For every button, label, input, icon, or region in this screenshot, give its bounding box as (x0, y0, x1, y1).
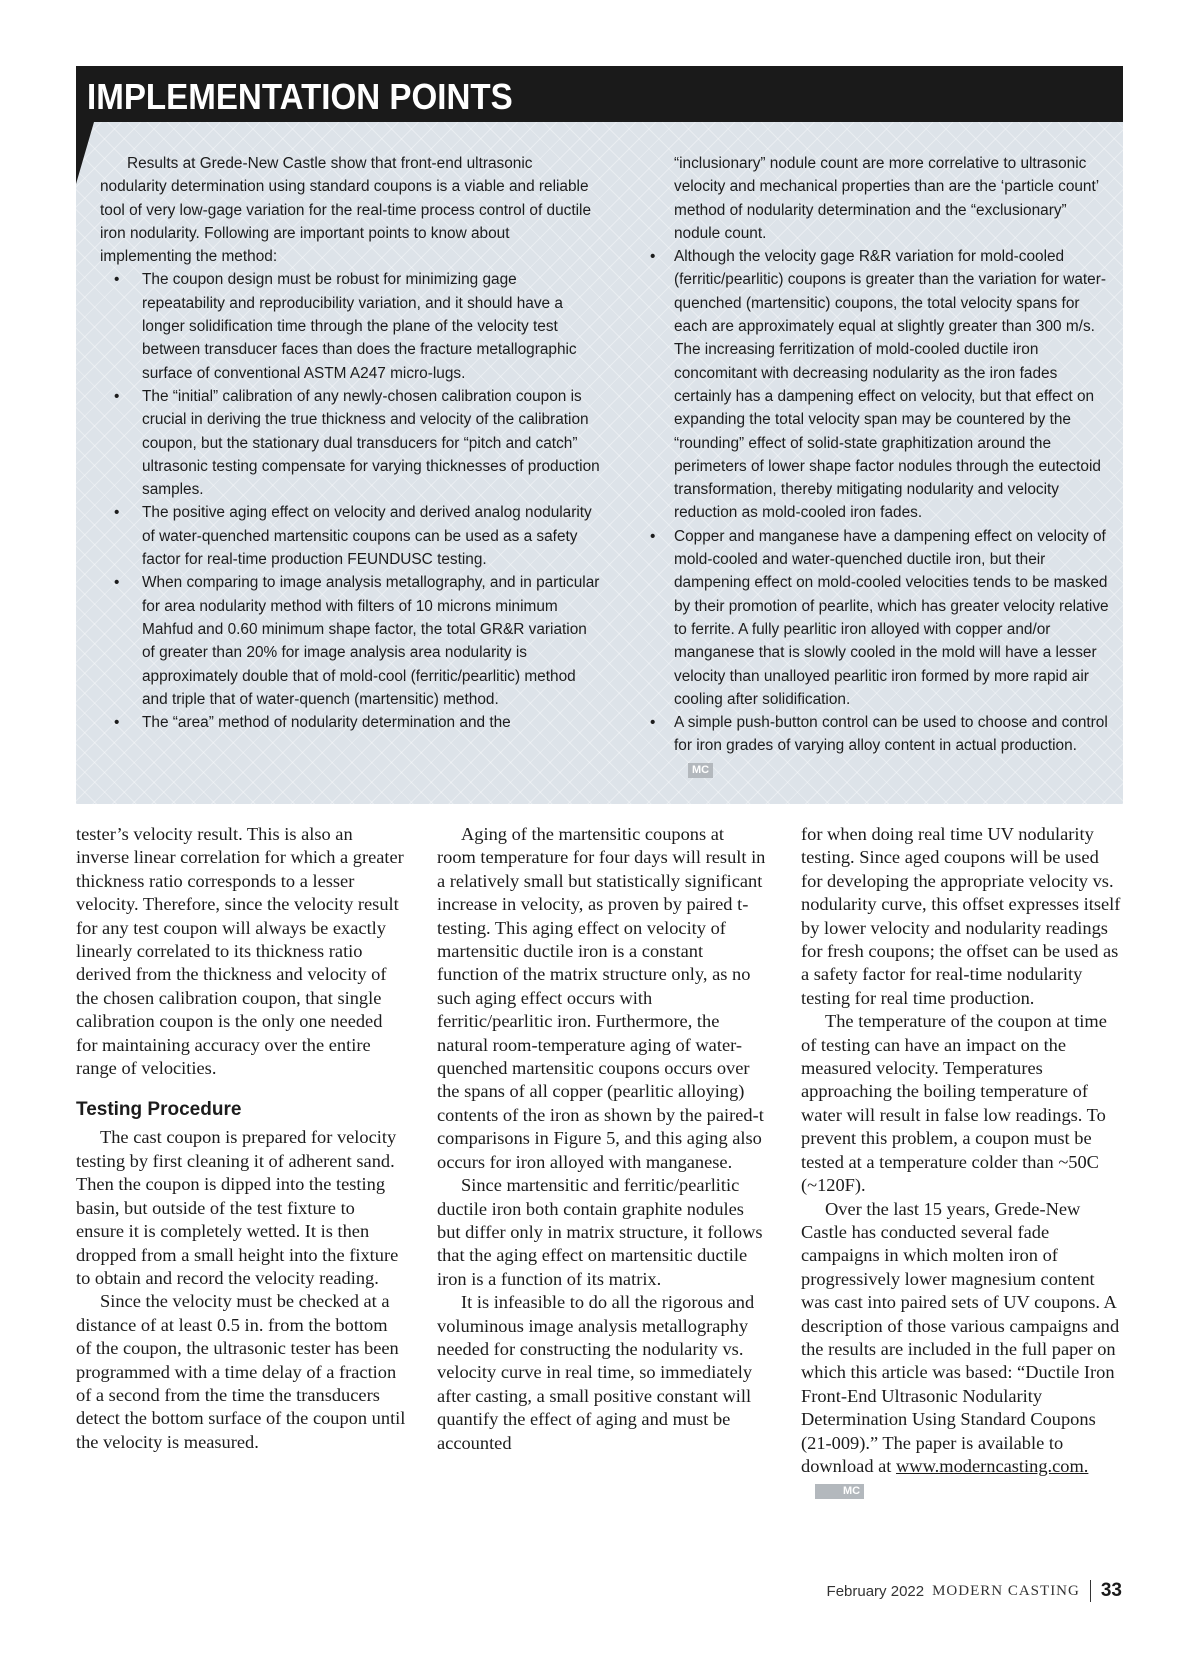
section-heading: Testing Procedure (76, 1099, 242, 1121)
paragraph: Aging of the martensitic coupons at room temperature for four days will result in a relatively small but statistically significant increase in velocity, as proven by paired t-testing. This aging effect on velocity of martensitic ductile iron is a constant function of the matrix structure only, as no such aging effect occurs with ferritic/pearlitic iron. Furthermore, the natural room-temperature aging of water-quenched martensitic coupons occurs over the spans of all copper (pearlitic alloying) contents of the iron as shown by the paired-t comparisons in Figure 5, and this aging also occurs for iron alloyed with manganese. (437, 824, 766, 1172)
paragraph: for when doing real time UV nodularity testing. Since aged coupons will be used for developing the appropriate velocity vs. nodularity curve, this offset expresses itself by lower velocity and nodularity readings for fresh coupons; the offset can be used as a safety factor for real-time nodularity testing for real time production. (801, 824, 1121, 1008)
paragraph: It is infeasible to do all the rigorous and voluminous image analysis metallography needed for constructing the nodularity vs. velocity curve in real time, so immediately after casting, a small positive constant will quantify the effect of aging and must be accounted (437, 1292, 755, 1453)
sidebar-intro: Results at Grede-New Castle show that front-end ultrasonic nodularity determination using standard coupons is a viable and reliable tool of very low-gage variation for the real-time process control of ductile iron nodularity. Following are important points to know about implementing the method: (100, 155, 592, 266)
sidebar-continuation: “inclusionary” nodule count are more correlative to ultrasonic velocity and mechanical properties than are the ‘particle count’ method of nodularity determination and the “exclusionary” nodule count. (674, 155, 1099, 242)
magazine-name: MODERN CASTING (932, 1582, 1080, 1599)
mc-end-mark: MC (688, 763, 713, 778)
sidebar-bullet-list-left (100, 268, 600, 734)
sidebar-title: IMPLEMENTATION POINTS (87, 76, 513, 117)
paragraph (801, 1198, 1123, 1502)
article-column-2 (437, 823, 767, 1455)
article-column-3 (801, 823, 1123, 1502)
footer-divider (1090, 1580, 1091, 1602)
sidebar-header (76, 66, 1123, 122)
paragraph-text: Over the last 15 years, Grede-New Castle has conducted several fade campaigns in which molten iron of progressively lower magnesium content was cast into paired sets of UV coupons. A description of those various campaigns and the results are included in the full paper on which this article was based: “Ductile Iron Front-End Ultrasonic Nodularity Determination Using Standard Coupons (21-009).” The paper is available to download at (801, 1198, 1120, 1476)
list-item: • Copper and manganese have a dampening effect on velocity of mold-cooled and water-quenched ductile iron, but their dampening effect on mold-cooled velocities tends to be masked by their promotion of pearlite, which has greater velocity relative to ferrite. A fully pearlitic iron alloyed with copper and/or manganese that is slowly cooled in the mold will have a lesser velocity than unalloyed pearlitic iron formed by more rapid air cooling after solidification. (650, 525, 1115, 711)
paragraph: The cast coupon is prepared for velocity testing by first cleaning it of adherent sand. Then the coupon is dipped into the testing basin, but outside of the test fixture to ensure it is completely wetted. It is then dropped from a small height into the fixture to obtain and record the velocity reading. (76, 1127, 399, 1288)
list-item: • The coupon design must be robust for minimizing gage repeatability and reproducibility variation, and it should have a longer solidification time through the plane of the velocity test between transducer faces than does the fracture metallographic surface of conventional ASTM A247 micro-lugs. (100, 268, 600, 384)
issue-date: February 2022 (826, 1582, 925, 1600)
sidebar-column-right (650, 152, 1115, 781)
header-tab-decoration (76, 122, 94, 184)
list-item: • The “initial” calibration of any newly-chosen calibration coupon is crucial in deriving the true thickness and velocity of the calibration coupon, but the stationary dual transducers for “pitch and catch” ultrasonic testing compensate for varying thicknesses of production samples. (100, 385, 600, 501)
list-item: • When comparing to image analysis metallography, and in particular for area nodularity method with filters of 10 microns minimum Mahfud and 0.60 minimum shape factor, the total GR&R variation of greater than 20% for image analysis area nodularity is approximately double that of mold-cool (ferritic/pearlitic) method and triple that of water-quench (martensitic) method. (100, 571, 600, 711)
list-item-text: A simple push-button control can be used to choose and control for iron grades of varying alloy content in actual production. (674, 714, 1108, 755)
sidebar-column-left (100, 152, 600, 734)
sidebar-bullet-list-right (650, 245, 1115, 781)
page-footer (827, 1580, 1122, 1602)
paragraph: Since the velocity must be checked at a distance of at least 0.5 in. from the bottom of the coupon, the ultrasonic tester has been programmed with a time delay of a fraction of a second from the time the transducers detect the bottom surface of the coupon until the velocity is measured. (76, 1291, 406, 1452)
list-item: • The positive aging effect on velocity and derived analog nodularity of water-quenched martensitic coupons can be used as a safety factor for real-time production FEUNDUSC testing. (100, 501, 600, 571)
download-link[interactable]: www.moderncasting.com. (896, 1455, 1089, 1476)
list-item: • Although the velocity gage R&R variation for mold-cooled (ferritic/pearlitic) coupons is greater than the variation for water-quenched (martensitic) coupons, the total velocity spans for each are approximately equal at slightly greater than 300 m/s. The increasing ferritization of mold-cooled ductile iron concomitant with decreasing nodularity as the iron fades certainly has a dampening effect on velocity, but that effect on expanding the total velocity span may be countered by the “rounding” effect of solid-state graphitization around the perimeters of lower shape factor nodules through the eutectoid transformation, thereby mitigating nodularity and velocity reduction as mold-cooled iron fades. (650, 245, 1115, 525)
paragraph: tester’s velocity result. This is also an inverse linear correlation for which a greater thickness ratio corresponds to a lesser velocity. Therefore, since the velocity result for any test coupon will always be exactly linearly correlated to its thickness ratio derived from the thickness and velocity of the chosen calibration coupon, that single calibration coupon is the only one needed for maintaining accuracy over the entire range of velocities. (76, 824, 404, 1079)
page-number: 33 (1100, 1580, 1122, 1601)
article-column-1 (76, 823, 406, 1454)
list-item (650, 711, 1115, 781)
mc-end-mark: MC (815, 1484, 864, 1499)
paragraph: The temperature of the coupon at time of testing can have an impact on the measured velocity. Temperatures approaching the boiling temperature of water will result in false low readings. To prevent this problem, a coupon must be tested at a temperature colder than ~50C (~120F). (801, 1011, 1107, 1196)
paragraph: Since martensitic and ferritic/pearlitic ductile iron both contain graphite nodules but differ only in matrix structure, it follows that the aging effect on martensitic ductile iron is a function of its matrix. (437, 1175, 763, 1289)
list-item: • The “area” method of nodularity determination and the (100, 711, 600, 734)
